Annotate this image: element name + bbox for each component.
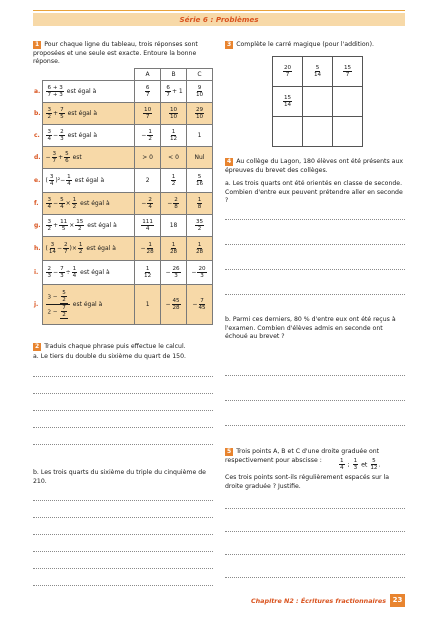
answer-line[interactable] <box>33 500 213 501</box>
choice-a[interactable]: $\frac{10}{7}$ <box>135 103 161 125</box>
table-row: f. $\frac{3}{4}$ − $\frac{5}{4}$ × $\frac{1}{2}$ est égal à − $\frac{2}{4}$ − $\frac{2}{8}$ $\frac{1}{8}$ <box>33 193 213 215</box>
answer-line[interactable] <box>33 444 213 445</box>
magic-cell-empty[interactable] <box>303 87 333 117</box>
choice-c[interactable]: − $\frac{20}{3}$ <box>187 261 213 285</box>
ex2-part-b: b. Les trois quarts du sixième du triple du cinquième de 210. <box>33 469 206 485</box>
choice-b[interactable]: − $\frac{45}{28}$ <box>161 285 187 325</box>
choice-a[interactable]: − $\frac{1}{2}$ <box>135 125 161 147</box>
magic-cell-empty[interactable] <box>273 117 303 147</box>
magic-cell: $\frac{15}{7}$ <box>333 57 363 87</box>
ex3-instructions: 3 Complète le carré magique (pour l'addition). <box>227 41 374 48</box>
magic-cell-empty[interactable] <box>333 87 363 117</box>
top-rule <box>33 10 405 11</box>
answer-line[interactable] <box>225 400 405 401</box>
choice-c[interactable]: $\frac{9}{10}$ <box>187 81 213 103</box>
magic-cell: $\frac{20}{7}$ <box>273 57 303 87</box>
table-row: j. 3 − $\frac{5}{2}$ 2 − $\frac{7}{2}$ est égal à 1 − $\frac{45}{28}$ − $\frac{7}{45}$ <box>33 285 213 325</box>
magic-cell-empty[interactable] <box>333 117 363 147</box>
choice-b[interactable]: $\frac{1}{12}$ <box>161 125 187 147</box>
choice-c[interactable]: $\frac{1}{28}$ <box>187 237 213 261</box>
choice-a[interactable]: $\frac{6}{7}$ <box>135 81 161 103</box>
ex4-number: 4 <box>227 158 232 165</box>
choice-b[interactable]: $\frac{1}{2}$ <box>161 169 187 193</box>
choice-c[interactable]: $\frac{29}{10}$ <box>187 103 213 125</box>
choice-b[interactable]: $\frac{1}{28}$ <box>161 237 187 261</box>
table-row: g. $\frac{3}{2}$ + $\frac{11}{5}$ × $\frac{15}{2}$ est égal à $\frac{111}{4}$ 18 $\frac{35}{2}$ <box>33 215 213 237</box>
ex5-question: Ces trois points sont-ils régulièrement espacés sur la droite graduée ? Justifie. <box>225 474 390 490</box>
col-header-c: C <box>187 69 213 81</box>
choice-a[interactable]: − $\frac{1}{28}$ <box>135 237 161 261</box>
ex3-number: 3 <box>227 41 232 48</box>
ex5-abscisses: $\frac{1}{4}$ ; $\frac{1}{3}$ et $\frac{5}{12}$ . <box>340 458 381 471</box>
choice-b[interactable]: < 0 <box>161 147 187 169</box>
answer-line[interactable] <box>33 551 213 552</box>
mcq-table <box>33 68 213 325</box>
choice-b[interactable]: 18 <box>161 215 187 237</box>
choice-b[interactable]: $\frac{6}{7}$ + 1 <box>161 81 187 103</box>
choice-a[interactable]: − $\frac{2}{4}$ <box>135 193 161 215</box>
table-row: h. ( $\frac{3}{14}$ − $\frac{2}{7}$ )× $\frac{1}{2}$ est égal à − $\frac{1}{28}$ $\frac{1}{28}$ $\frac{1}{28}$ <box>33 237 213 261</box>
ex1-instructions <box>33 41 213 67</box>
answer-line[interactable] <box>225 531 405 532</box>
choice-a[interactable]: $\frac{111}{4}$ <box>135 215 161 237</box>
col-header-a: A <box>135 69 161 81</box>
choice-c[interactable]: $\frac{1}{8}$ <box>187 193 213 215</box>
answer-line[interactable] <box>33 427 213 428</box>
choice-a[interactable]: 1 <box>135 285 161 325</box>
ex5-text: 5 Trois points A, B et C d'une droite graduée ont respectivement pour abscisse : <box>225 448 380 464</box>
answer-line[interactable] <box>225 554 405 555</box>
answer-line[interactable] <box>225 269 405 270</box>
answer-line[interactable] <box>225 294 405 295</box>
magic-cell: $\frac{15}{14}$ <box>273 87 303 117</box>
chapter-footer: Chapitre N2 : Écritures fractionnaires <box>250 597 386 605</box>
ex1-text: Pour chaque ligne du tableau, trois réponses sont proposées et une seule est exacte. Entoure la bonne réponse. <box>33 41 198 65</box>
answer-line[interactable] <box>225 375 405 376</box>
choice-b[interactable]: − $\frac{2}{8}$ <box>161 193 187 215</box>
ex2-instructions: 2 Traduis chaque phrase puis effectue le calcul. <box>35 343 186 350</box>
answer-line[interactable] <box>225 577 405 578</box>
magic-cell: $\frac{5}{14}$ <box>303 57 333 87</box>
choice-c[interactable]: Nul <box>187 147 213 169</box>
choice-b[interactable]: $\frac{10}{10}$ <box>161 103 187 125</box>
ex2-part-a: a. Le tiers du double du sixième du quart de 150. <box>33 353 187 360</box>
choice-b[interactable]: − $\frac{26}{3}$ <box>161 261 187 285</box>
ex1-number: 1 <box>35 41 40 48</box>
answer-line[interactable] <box>33 585 213 586</box>
answer-line[interactable] <box>225 425 405 426</box>
table-row: c. $\frac{3}{4}$ − $\frac{2}{3}$ est égal à − $\frac{1}{2}$ $\frac{1}{12}$ 1 <box>33 125 213 147</box>
answer-line[interactable] <box>33 393 213 394</box>
choice-c[interactable]: $\frac{35}{2}$ <box>187 215 213 237</box>
choice-c[interactable]: $\frac{5}{16}$ <box>187 169 213 193</box>
answer-line[interactable] <box>33 534 213 535</box>
ex4-part-b: b. Parmi ces derniers, 80 % d'entre eux ont été reçus à l'examen. Combien d'élèves admis en seconde ont échoué au brevet ? <box>225 316 396 340</box>
table-row: d. − $\frac{3}{7}$ + $\frac{5}{6}$ est > 0 < 0 Nul <box>33 147 213 169</box>
choice-c[interactable]: 1 <box>187 125 213 147</box>
table-row: e. ( $\frac{3}{4}$ )²− $\frac{1}{4}$ est égal à 2 $\frac{1}{2}$ $\frac{5}{16}$ <box>33 169 213 193</box>
answer-line[interactable] <box>33 410 213 411</box>
answer-line[interactable] <box>225 244 405 245</box>
ex5-number: 5 <box>227 448 232 455</box>
answer-line[interactable] <box>33 568 213 569</box>
choice-a[interactable]: > 0 <box>135 147 161 169</box>
answer-line[interactable] <box>225 508 405 509</box>
table-row: b. $\frac{3}{2}$ + $\frac{7}{5}$ est égal à $\frac{10}{7}$ $\frac{10}{10}$ $\frac{29}{10}$ <box>33 103 213 125</box>
table-row: i. $\frac{2}{3}$ − $\frac{7}{3}$ ÷ $\frac{1}{4}$ est égal à $\frac{1}{12}$ − $\frac{26}{3}$ − $\frac{20}{3}$ <box>33 261 213 285</box>
answer-line[interactable] <box>33 376 213 377</box>
col-header-b: B <box>161 69 187 81</box>
magic-square <box>272 56 363 147</box>
choice-a[interactable]: 2 <box>135 169 161 193</box>
choice-a[interactable]: $\frac{1}{12}$ <box>135 261 161 285</box>
ex2-number: 2 <box>35 343 40 350</box>
answer-line[interactable] <box>33 517 213 518</box>
magic-cell-empty[interactable] <box>303 117 333 147</box>
serie-title: Série 6 : Problèmes <box>33 13 405 26</box>
ex4-part-a: a. Les trois quarts ont été orientés en classe de seconde. Combien d'entre eux peuvent prétendre aller en seconde ? <box>225 180 403 204</box>
page-number: 23 <box>390 594 405 607</box>
ex4-intro: 4 Au collège du Lagon, 180 élèves ont été présents aux épreuves du brevet des collèges. <box>225 158 404 174</box>
table-row: a. $\frac{6 + 3}{7 + 3}$ est égal à $\frac{6}{7}$ $\frac{6}{7}$ + 1 $\frac{9}{10}$ <box>33 81 213 103</box>
answer-line[interactable] <box>225 219 405 220</box>
choice-c[interactable]: − $\frac{7}{45}$ <box>187 285 213 325</box>
